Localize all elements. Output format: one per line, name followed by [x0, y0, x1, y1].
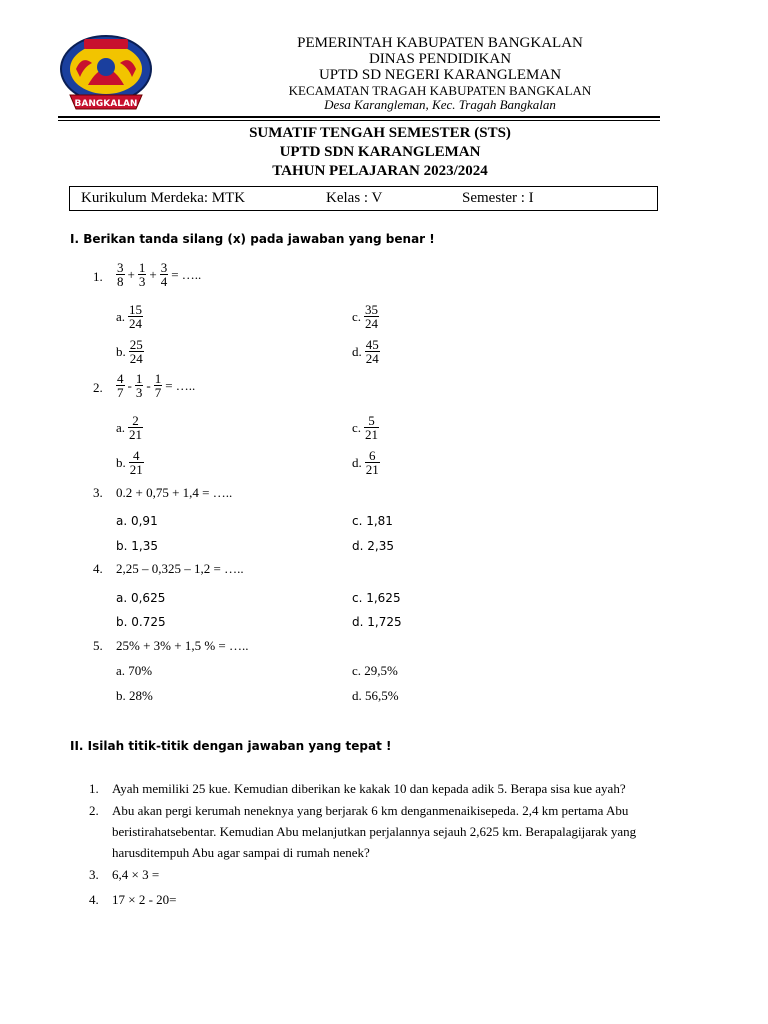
essay-4-line-1: 17 × 2 - 20= [112, 892, 177, 907]
q1-expression: $\frac{3}{8}$ + $\frac{1}{3}$ + $\frac{3}{4}$ = ….. [117, 260, 202, 289]
q1-number: 1. [93, 269, 103, 284]
essay-4-number: 4. [89, 892, 99, 907]
q1-option-c[interactable]: c. $\frac{35}{24}$ [352, 302, 379, 331]
q1-option-b[interactable]: b. $\frac{25}{24}$ [116, 337, 143, 366]
q3-option-c[interactable]: c. 1,81 [352, 514, 393, 528]
q5-number: 5. [93, 638, 103, 653]
exam-info-box [69, 186, 658, 211]
q3-option-d[interactable]: d. 2,35 [352, 539, 394, 553]
q5-option-d[interactable]: d. 56,5% [352, 688, 399, 703]
q2-expression: $\frac{4}{7}$ - $\frac{1}{3}$ - $\frac{1}{7}$ = ….. [117, 371, 196, 400]
q2-option-a[interactable]: a. $\frac{2}{21}$ [116, 413, 143, 442]
essay-2-line-3: harusditempuh Abu agar sampai di rumah nenek? [112, 845, 370, 860]
q3-expression: 0.2 + 0,75 + 1,4 = ….. [116, 485, 233, 500]
q1-term2: $\frac{1}{3}$ [138, 260, 146, 289]
q1-option-a[interactable]: a. $\frac{15}{24}$ [116, 302, 143, 331]
essay-1-line-1: Ayah memiliki 25 kue. Kemudian diberikan ke kakak 10 dan kepada adik 5. Berapa sisa kue ayah? [112, 781, 626, 796]
class-level: Kelas : V [326, 190, 383, 206]
q2-option-c[interactable]: c. $\frac{5}{21}$ [352, 413, 379, 442]
q2-number: 2. [93, 380, 103, 395]
header-district: KECAMATAN TRAGAH KABUPATEN BANGKALAN [288, 83, 592, 98]
q3-number: 3. [93, 485, 103, 500]
semester: Semester : I [462, 190, 534, 206]
header-rule-thick [58, 116, 660, 118]
exam-school: UPTD SDN KARANGLEMAN [279, 144, 481, 160]
q4-option-d[interactable]: d. 1,725 [352, 615, 402, 629]
q5-expression: 25% + 3% + 1,5 % = ….. [116, 638, 249, 653]
header-government: PEMERINTAH KABUPATEN BANGKALAN [297, 35, 583, 51]
section-1-heading: I. Berikan tanda silang (x) pada jawaban yang benar ! [70, 232, 435, 246]
q4-option-a[interactable]: a. 0,625 [116, 591, 166, 605]
essay-3-line-1: 6,4 × 3 = [112, 867, 160, 882]
q1-term3: $\frac{3}{4}$ [160, 260, 168, 289]
essay-3-number: 3. [89, 867, 99, 882]
header-school: UPTD SD NEGERI KARANGLEMAN [318, 67, 562, 83]
header-department: DINAS PENDIDIKAN [368, 51, 512, 67]
q2-term1: $\frac{4}{7}$ [117, 371, 124, 400]
exam-year: TAHUN PELAJARAN 2023/2024 [272, 163, 488, 179]
q4-option-b[interactable]: b. 0.725 [116, 615, 166, 629]
regency-logo [58, 33, 154, 115]
essay-2-line-1: Abu akan pergi kerumah neneknya yang berjarak 6 km denganmenaikisepeda. 2,4 km pertama Abu [112, 803, 629, 818]
q2-option-b[interactable]: b. $\frac{4}{21}$ [116, 448, 143, 477]
essay-2-line-2: beristirahatsebentar. Kemudian Abu melanjutkan perjalannya sejauh 2,625 km. Berapalagijarak yang [112, 824, 637, 839]
essay-1-number: 1. [89, 781, 99, 796]
header-address: Desa Karangleman, Kec. Tragah Bangkalan [324, 97, 556, 112]
exam-title: SUMATIF TENGAH SEMESTER (STS) [249, 125, 511, 141]
logo-text: BANGKALAN [74, 99, 138, 109]
curriculum-subject: Kurikulum Merdeka: MTK [81, 190, 246, 206]
q2-term3: $\frac{1}{7}$ [154, 371, 162, 400]
q4-option-c[interactable]: c. 1,625 [352, 591, 401, 605]
q1-term1: $\frac{3}{8}$ [117, 260, 124, 289]
essay-2-number: 2. [89, 803, 99, 818]
q4-number: 4. [93, 561, 103, 576]
q4-expression: 2,25 – 0,325 – 1,2 = ….. [116, 561, 244, 576]
q5-option-a[interactable]: a. 70% [116, 663, 153, 678]
q3-option-a[interactable]: a. 0,91 [116, 514, 158, 528]
section-2-heading: II. Isilah titik-titik dengan jawaban yang tepat ! [70, 739, 392, 753]
q5-option-c[interactable]: c. 29,5% [352, 663, 398, 678]
q1-option-d[interactable]: d. $\frac{45}{24}$ [352, 337, 379, 366]
q2-option-d[interactable]: d. $\frac{6}{21}$ [352, 448, 379, 477]
header-rule-thin [58, 120, 660, 121]
q3-option-b[interactable]: b. 1,35 [116, 539, 158, 553]
q5-option-b[interactable]: b. 28% [116, 688, 153, 703]
q2-term2: $\frac{1}{3}$ [135, 371, 143, 400]
